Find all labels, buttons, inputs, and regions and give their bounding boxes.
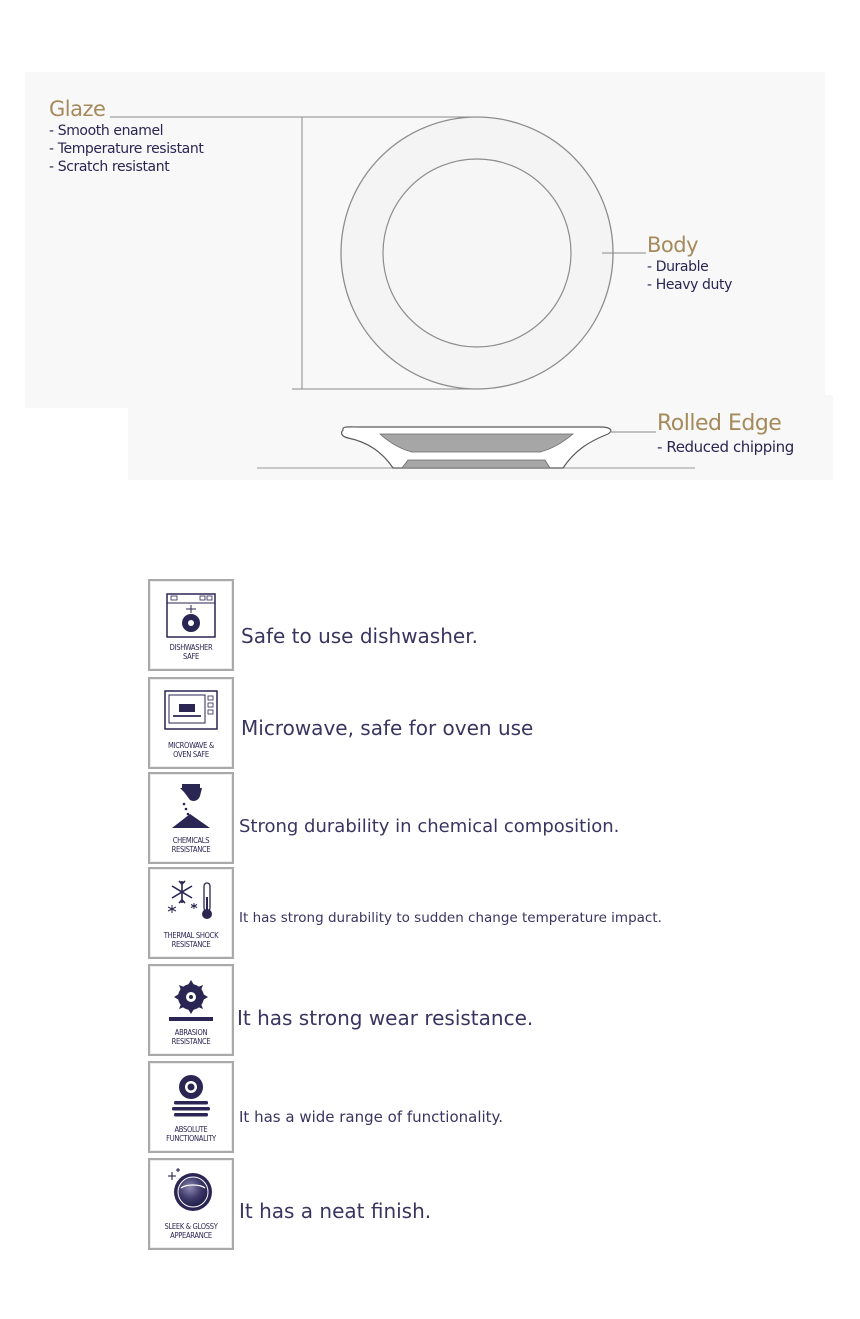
feature-text-abrasion: It has strong wear resistance.	[237, 1006, 534, 1030]
glaze-title: Glaze	[49, 97, 106, 121]
chemicals-caption-2: RESISTANCE	[171, 845, 211, 854]
plate-inner-well	[383, 159, 571, 347]
thermal-shock-caption-2: RESISTANCE	[171, 940, 211, 949]
chemicals-caption-1: CHEMICALS	[172, 836, 210, 845]
feature-text-thermal-shock: It has strong durability to sudden change temperature impact.	[239, 910, 662, 926]
thermal-shock-caption-1: THERMAL SHOCK	[163, 931, 219, 940]
dishwasher-badge	[148, 579, 234, 671]
dishwasher-caption-2: SAFE	[183, 652, 199, 661]
glaze-line-2: - Temperature resistant	[49, 141, 204, 157]
glaze-line-1: - Smooth enamel	[49, 123, 164, 139]
glossy-caption-2: APPEARANCE	[170, 1231, 212, 1240]
feature-text-chemicals: Strong durability in chemical composition.	[239, 816, 620, 837]
microwave-caption-2: OVEN SAFE	[173, 750, 209, 759]
plate-foot	[402, 460, 550, 468]
rolled-edge-line-1: - Reduced chipping	[657, 438, 794, 456]
abrasion-badge	[148, 964, 234, 1056]
glaze-line-3: - Scratch resistant	[49, 159, 170, 175]
functionality-caption-1: ABSOLUTE	[174, 1125, 208, 1134]
feature-text-glossy: It has a neat finish.	[239, 1199, 432, 1223]
body-title: Body	[647, 233, 699, 257]
glossy-badge	[148, 1158, 234, 1250]
functionality-badge	[148, 1061, 234, 1153]
abrasion-caption-2: RESISTANCE	[171, 1037, 211, 1046]
microwave-caption-1: MICROWAVE &	[168, 741, 214, 750]
plate-side-glaze	[380, 434, 573, 452]
body-line-1: - Durable	[647, 259, 709, 275]
dishwasher-caption-1: DISHWASHER	[169, 643, 213, 652]
feature-text-functionality: It has a wide range of functionality.	[239, 1108, 504, 1126]
thermal-shock-badge	[148, 867, 234, 959]
glossy-caption-1: SLEEK & GLOSSY	[164, 1222, 218, 1231]
abrasion-caption-1: ABRASION	[174, 1028, 208, 1037]
body-line-2: - Heavy duty	[647, 277, 732, 293]
feature-text-dishwasher: Safe to use dishwasher.	[241, 624, 478, 648]
microwave-badge	[148, 677, 234, 769]
chemicals-badge	[148, 772, 234, 864]
feature-text-microwave: Microwave, safe for oven use	[241, 716, 534, 740]
functionality-caption-2: FUNCTIONALITY	[166, 1134, 216, 1143]
rolled-edge-title: Rolled Edge	[657, 411, 782, 436]
